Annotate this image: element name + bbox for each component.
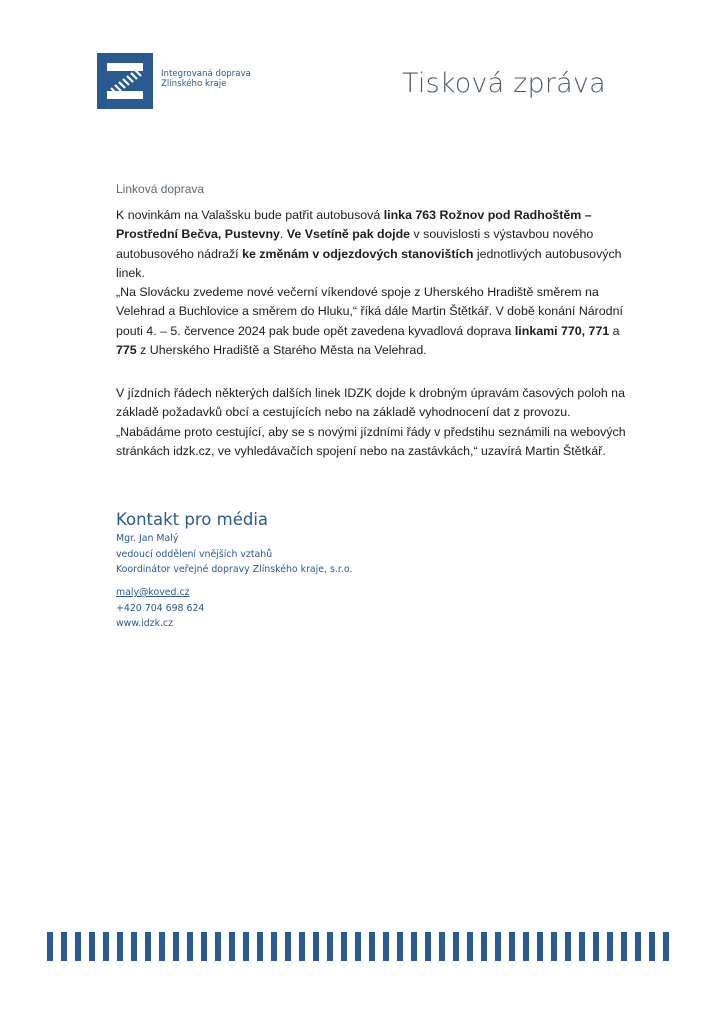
footer-stripe <box>397 932 403 961</box>
text-run: V jízdních řádech některých dalších linek IDZK dojde k drobným úpravám časových poloh na základě požadavků obcí a cestujících nebo na základě vyhodnocení dat z provozu. „Nabádáme proto cestující, aby se s novými jízdními řády v předstihu seznámili na webových stránkách idzk.cz, ve vyhledávačích spojení nebo na zastávkách,“ uzavírá Martin Štětkář. <box>116 386 626 458</box>
footer-stripe <box>509 932 515 961</box>
footer-stripe <box>383 932 389 961</box>
contact-company: Koordinátor veřejné dopravy Zlínského kraje, s.r.o. <box>116 564 353 576</box>
footer-stripe <box>523 932 529 961</box>
footer-stripe <box>187 932 193 961</box>
section-label: Linková doprava <box>116 182 205 196</box>
footer-stripe <box>47 932 53 961</box>
footer-stripe <box>649 932 655 961</box>
footer-stripe <box>607 932 613 961</box>
text-run: „Na Slovácku zvedeme nové večerní víkendové spoje z Uherského Hradiště směrem na Velehrad a Buchlovice a směrem do Hluku,“ říká dále Martin Štětkář. V době konání Národní pouti 4. – 5. července 2024 pak bude opět zavedena kyvadlová doprava <box>116 285 623 338</box>
bold-text-run: linkami 770, 771 <box>514 323 610 338</box>
footer-stripe <box>243 932 249 961</box>
footer-stripe <box>201 932 207 961</box>
paragraph-1 <box>116 206 626 283</box>
text-run: a <box>609 323 620 338</box>
footer-stripe <box>579 932 585 961</box>
bold-text-run: linka 763 Rožnov pod Radhoštěm – Prostřední Bečva, Pustevny <box>116 208 592 242</box>
footer-stripe <box>369 932 375 961</box>
organization-name <box>161 69 251 89</box>
footer-stripe <box>481 932 487 961</box>
footer-stripe <box>467 932 473 961</box>
footer-stripe <box>439 932 445 961</box>
contact-position: vedoucí oddělení vnějších vztahů <box>116 548 273 560</box>
document-title: Tisková zpráva <box>402 68 606 99</box>
org-name-line1: Integrovaná doprava <box>161 69 251 79</box>
footer-stripe <box>173 932 179 961</box>
contact-phone: +420 704 698 624 <box>116 602 205 614</box>
org-name-line2: Zlínského kraje <box>161 79 227 89</box>
footer-stripe <box>341 932 347 961</box>
footer-stripe <box>299 932 305 961</box>
bold-text-run: ke změnám v odjezdových stanovištích <box>242 246 474 261</box>
bold-text-run: 775 <box>116 342 137 357</box>
idzk-logo-icon <box>97 53 153 109</box>
text-run: jednotlivých autobusových linek. <box>116 246 622 280</box>
footer-stripe-bar <box>47 932 669 961</box>
footer-stripe <box>103 932 109 961</box>
contact-web: www.idzk.cz <box>116 618 174 630</box>
footer-stripe <box>89 932 95 961</box>
footer-stripe <box>75 932 81 961</box>
footer-stripe <box>355 932 361 961</box>
contact-person <box>116 531 352 578</box>
footer-stripe <box>159 932 165 961</box>
footer-stripe <box>229 932 235 961</box>
footer-stripe <box>271 932 277 961</box>
footer-stripe <box>663 932 669 961</box>
footer-stripe <box>495 932 501 961</box>
bold-text-run: Ve Vsetíně pak dojde <box>286 227 411 242</box>
text-run: . <box>279 227 287 242</box>
footer-stripe <box>327 932 333 961</box>
footer-stripe <box>285 932 291 961</box>
footer-stripe <box>537 932 543 961</box>
footer-stripe <box>635 932 641 961</box>
footer-stripe <box>411 932 417 961</box>
contact-title: Kontakt pro média <box>116 510 269 529</box>
footer-stripe <box>145 932 151 961</box>
footer-stripe <box>215 932 221 961</box>
footer-stripe <box>453 932 459 961</box>
contact-details <box>116 585 204 632</box>
footer-stripe <box>313 932 319 961</box>
footer-stripe <box>117 932 123 961</box>
text-run: K novinkám na Valašsku bude patřit autobusová <box>116 208 384 222</box>
footer-stripe <box>257 932 263 961</box>
footer-stripe <box>593 932 599 961</box>
text-run: z Uherského Hradiště a Starého Města na Velehrad. <box>136 342 427 357</box>
text-run: v souvislosti s výstavbou nového autobusového nádraží <box>116 227 594 261</box>
footer-stripe <box>551 932 557 961</box>
footer-stripe <box>61 932 67 961</box>
footer-stripe <box>131 932 137 961</box>
footer-stripe <box>565 932 571 961</box>
paragraph-3 <box>116 384 626 461</box>
contact-email-link[interactable]: maly@koved.cz <box>116 587 190 598</box>
contact-name: Mgr. Jan Malý <box>116 533 179 544</box>
footer-stripe <box>425 932 431 961</box>
footer-stripe <box>621 932 627 961</box>
paragraph-2 <box>116 283 626 360</box>
